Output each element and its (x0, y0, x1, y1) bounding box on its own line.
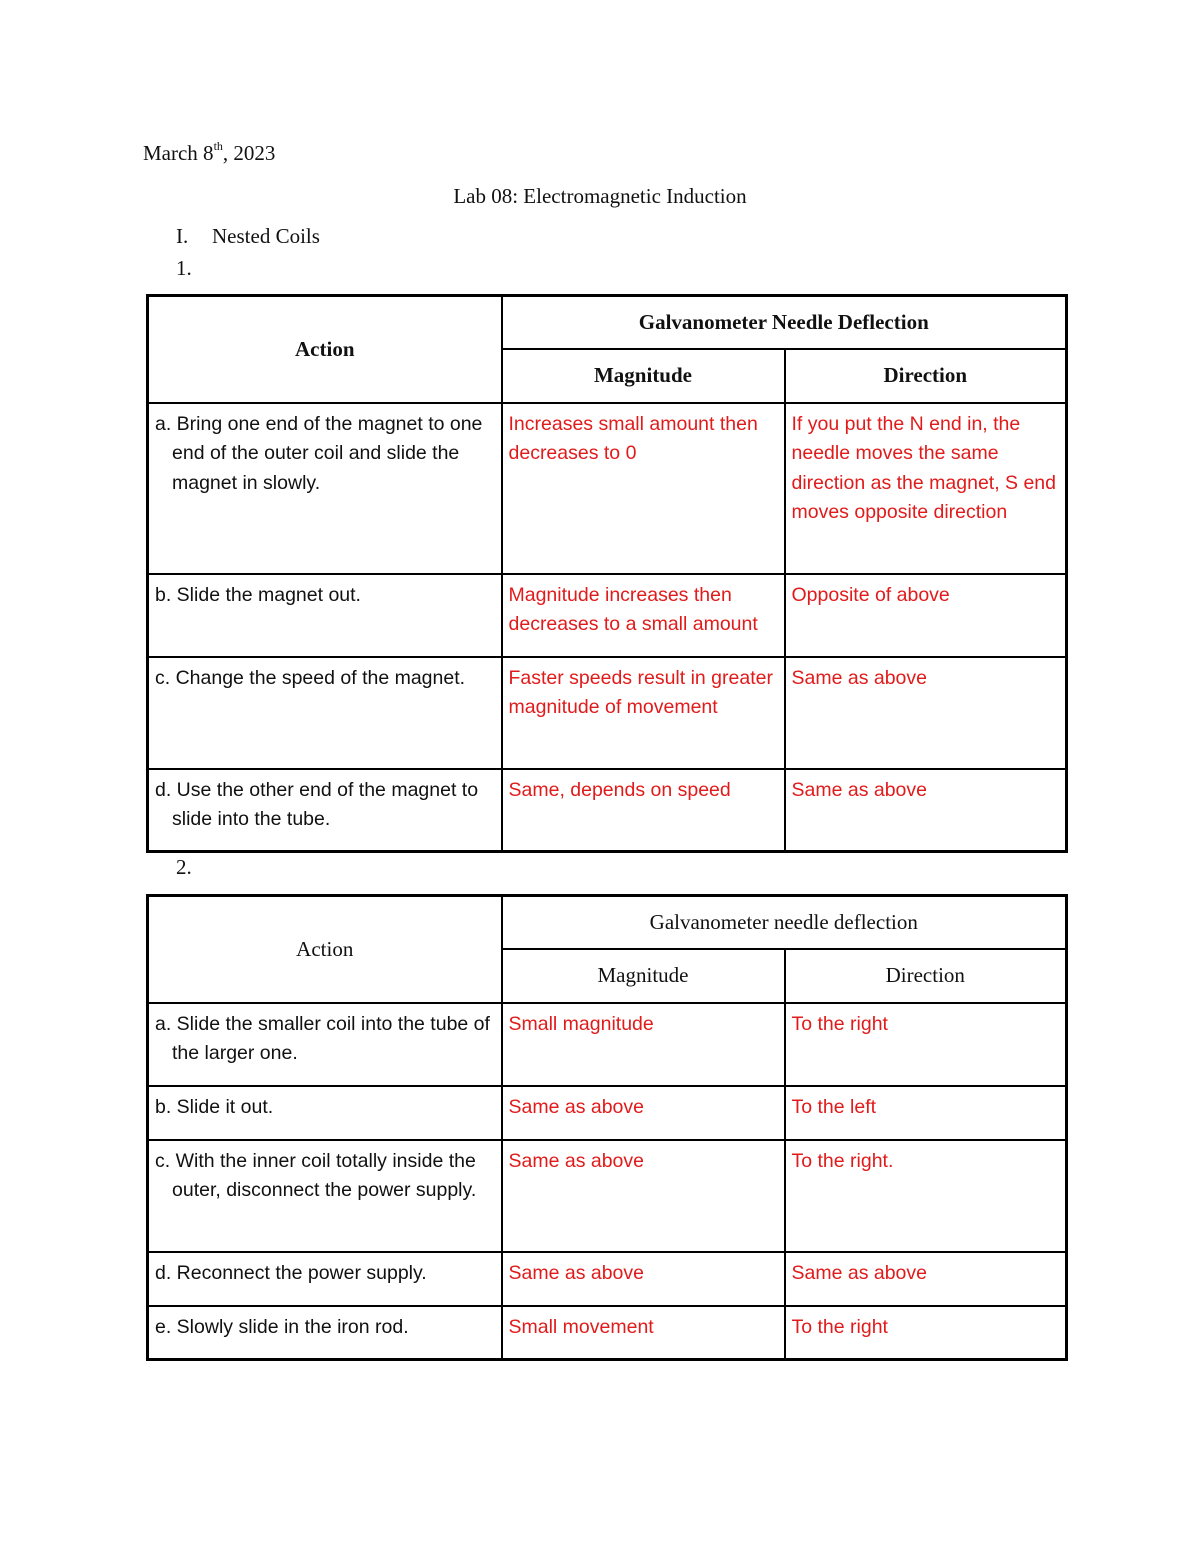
action-text: e. Slowly slide in the iron rod. (155, 1315, 409, 1338)
direction-cell: To the right (785, 1003, 1067, 1086)
document-title: Lab 08: Electromagnetic Induction (453, 184, 747, 208)
table-row (148, 1140, 1067, 1252)
action-text: c. With the inner coil totally inside the outer, disconnect the power supply. (155, 1149, 477, 1201)
magnitude-cell: Faster speeds result in greater magnitude of movement (502, 657, 785, 769)
magnitude-cell: Small movement (502, 1306, 785, 1360)
action-cell (148, 1003, 502, 1086)
action-cell (148, 1086, 502, 1140)
action-cell (148, 657, 502, 769)
action-cell (148, 1306, 502, 1360)
header-action: Action (148, 896, 502, 1003)
action-cell (148, 1140, 502, 1252)
magnitude-cell: Same as above (502, 1252, 785, 1306)
action-text: d. Use the other end of the magnet to slide into the tube. (155, 778, 479, 830)
action-cell (148, 1252, 502, 1306)
header-magnitude: Magnitude (502, 349, 785, 403)
date-superscript: th (213, 139, 223, 153)
action-text: b. Slide the magnet out. (155, 583, 361, 606)
magnitude-cell: Increases small amount then decreases to 0 (502, 403, 785, 574)
table-row (148, 403, 1067, 574)
date-text: March 8 (143, 141, 214, 165)
action-cell (148, 574, 502, 657)
header-galvanometer-group: Galvanometer Needle Deflection (502, 296, 1067, 349)
action-text: a. Slide the smaller coil into the tube of the larger one. (155, 1012, 490, 1064)
magnitude-cell: Same, depends on speed (502, 769, 785, 852)
action-text: d. Reconnect the power supply. (155, 1261, 427, 1284)
results-table-2 (146, 894, 1068, 1361)
direction-cell: Opposite of above (785, 574, 1067, 657)
action-cell (148, 403, 502, 574)
direction-cell: To the left (785, 1086, 1067, 1140)
header-direction: Direction (785, 349, 1067, 403)
table-row (148, 1003, 1067, 1086)
header-action: Action (148, 296, 502, 403)
section-heading (176, 224, 320, 249)
direction-cell: Same as above (785, 769, 1067, 852)
action-text: b. Slide it out. (155, 1095, 274, 1118)
direction-cell: To the right. (785, 1140, 1067, 1252)
header-magnitude: Magnitude (502, 949, 785, 1003)
document-date (143, 141, 275, 166)
question-1-label: 1. (176, 256, 192, 280)
direction-cell: To the right (785, 1306, 1067, 1360)
table-row (148, 657, 1067, 769)
header-galvanometer-group: Galvanometer needle deflection (502, 896, 1067, 949)
table-row (148, 769, 1067, 852)
table-row (148, 1306, 1067, 1360)
section-label: Nested Coils (212, 224, 320, 248)
table-row (148, 574, 1067, 657)
magnitude-cell: Same as above (502, 1086, 785, 1140)
table-row (148, 1086, 1067, 1140)
direction-cell: If you put the N end in, the needle moves the same direction as the magnet, S end moves opposite direction (785, 403, 1067, 574)
question-2-label: 2. (176, 855, 192, 879)
direction-cell: Same as above (785, 657, 1067, 769)
magnitude-cell: Small magnitude (502, 1003, 785, 1086)
magnitude-cell: Same as above (502, 1140, 785, 1252)
direction-cell: Same as above (785, 1252, 1067, 1306)
action-cell (148, 769, 502, 852)
magnitude-cell: Magnitude increases then decreases to a small amount (502, 574, 785, 657)
action-text: a. Bring one end of the magnet to one end of the outer coil and slide the magnet in slowly. (155, 412, 483, 494)
results-table-1 (146, 294, 1068, 853)
table-row (148, 1252, 1067, 1306)
section-number: I. (176, 224, 189, 248)
action-text: c. Change the speed of the magnet. (155, 666, 466, 689)
date-year: , 2023 (222, 141, 276, 165)
header-direction: Direction (785, 949, 1067, 1003)
